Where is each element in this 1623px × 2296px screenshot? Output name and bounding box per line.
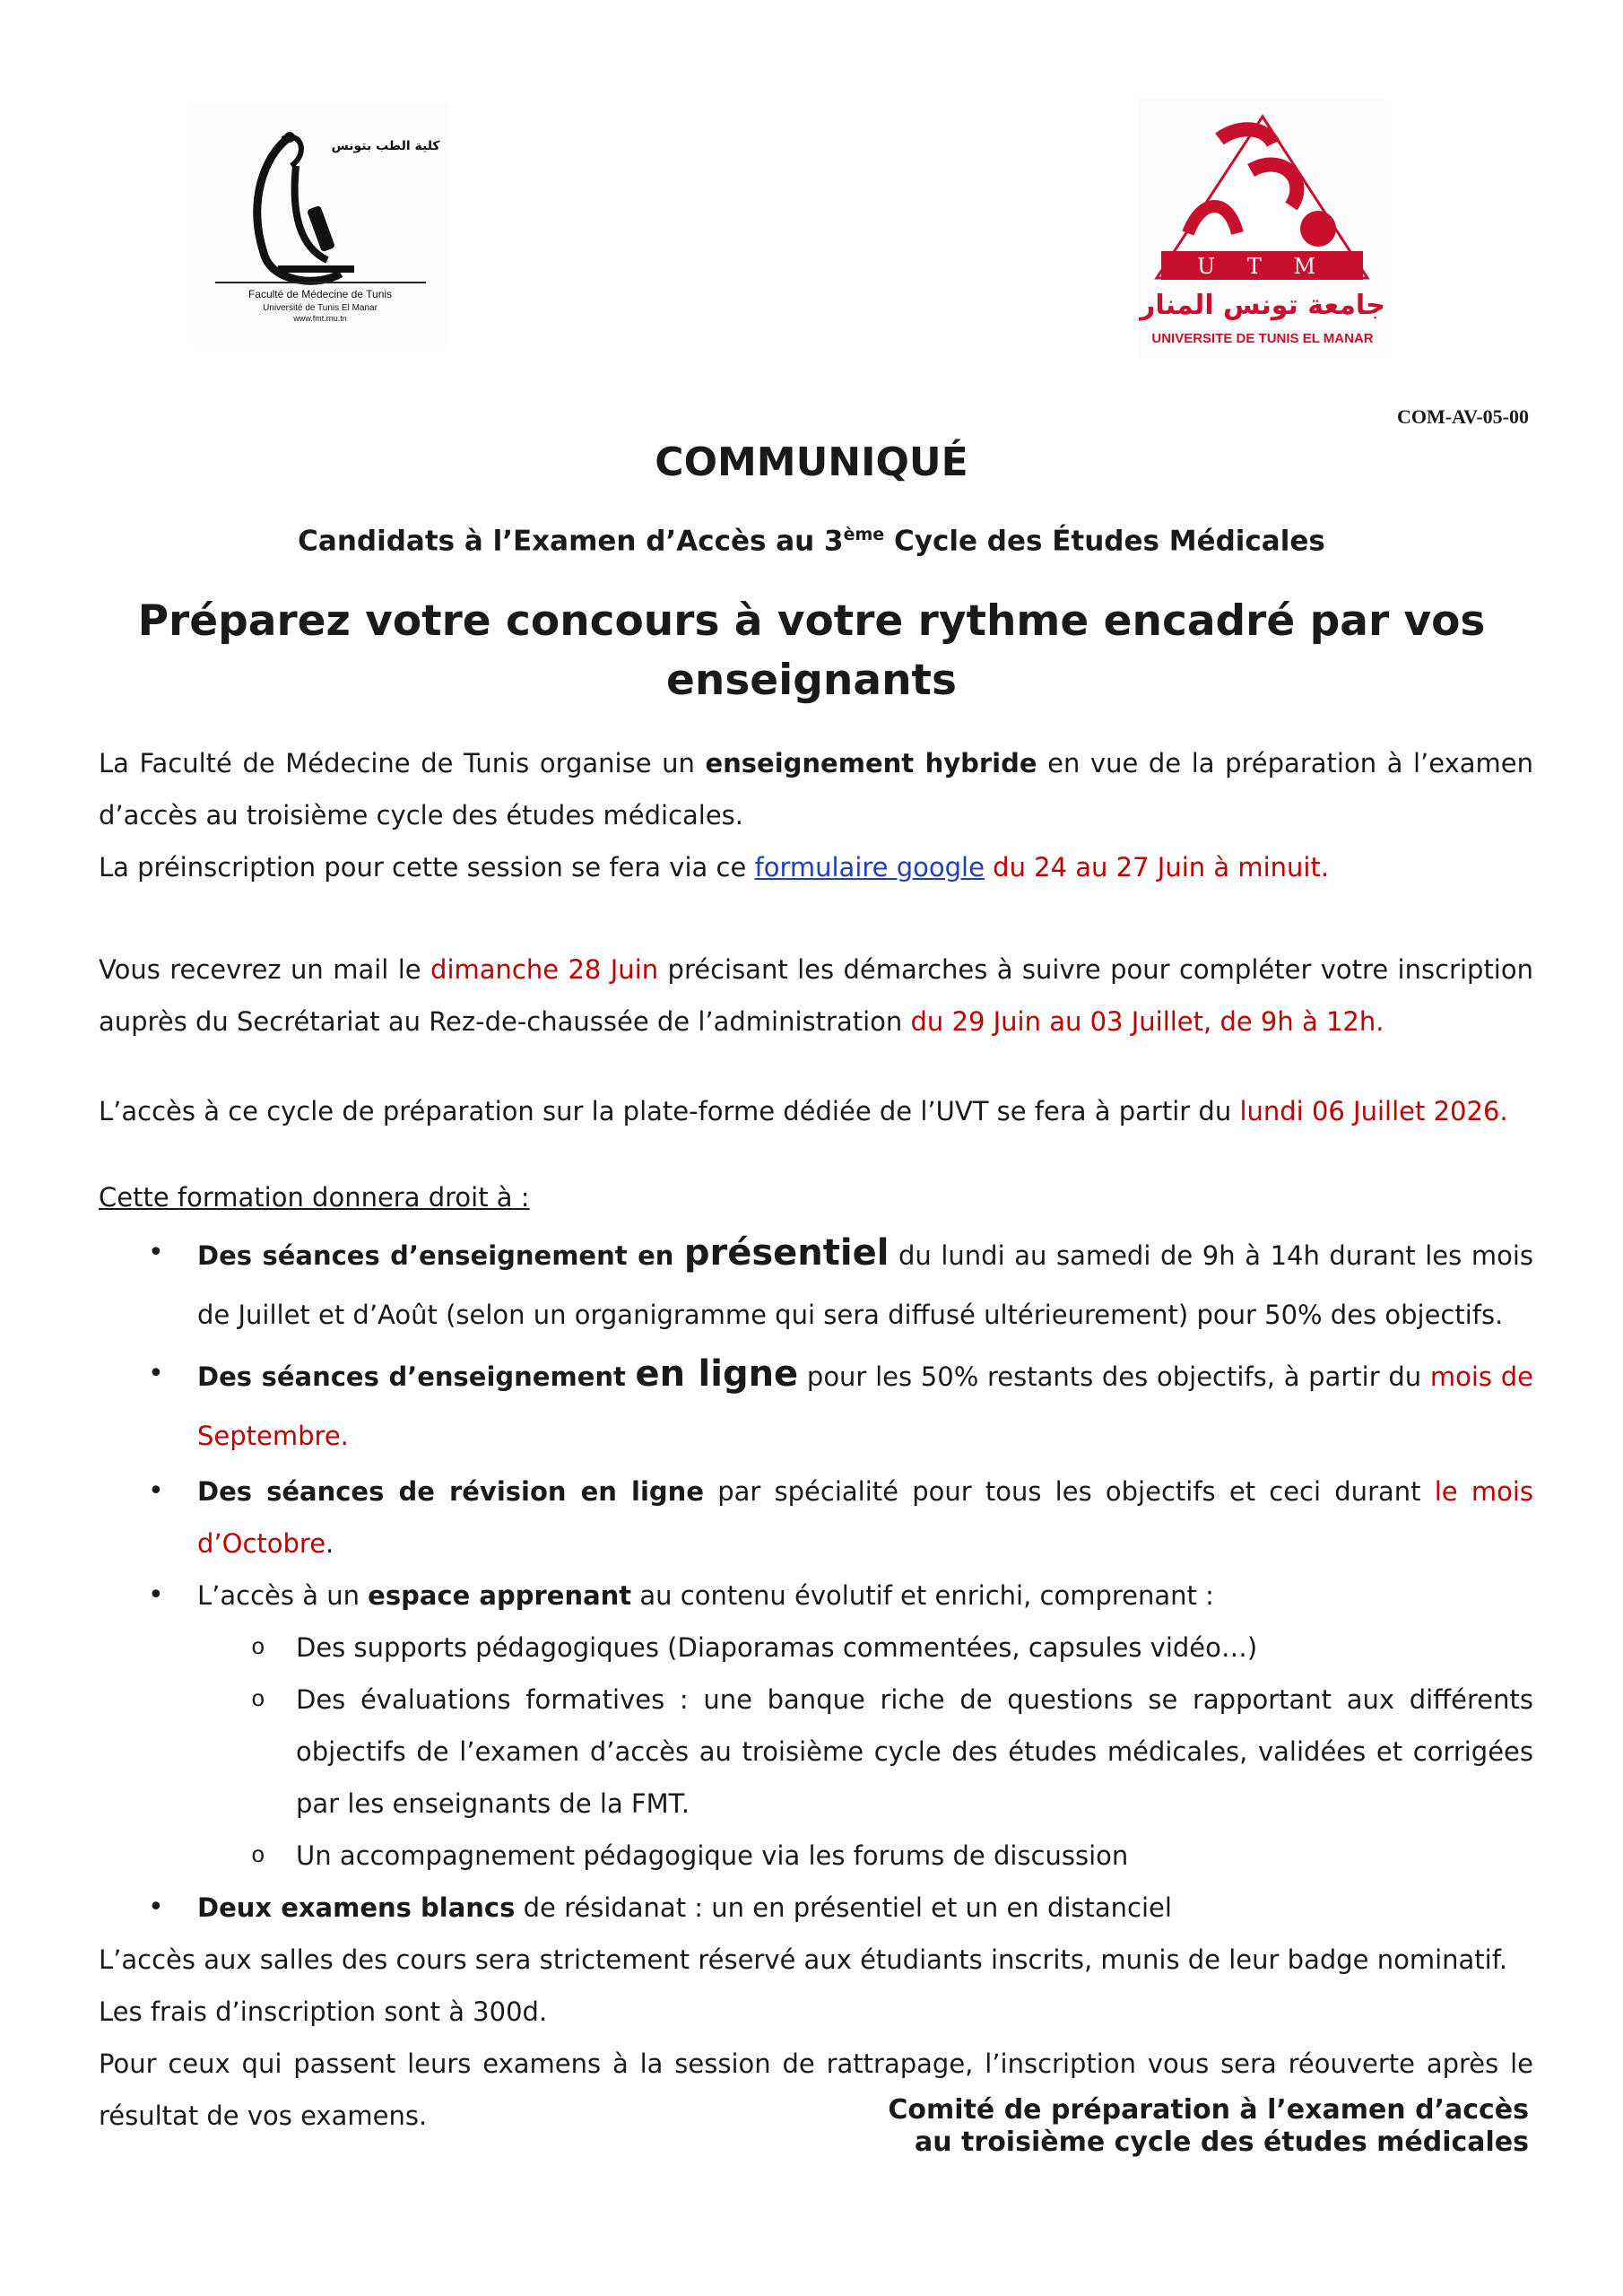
bullet-1-bold: Des séances d’enseignement en [197, 1240, 684, 1271]
mail-date: dimanche 28 Juin [430, 954, 659, 985]
signature-line: Comité de préparation à l’examen d’accès [888, 2094, 1529, 2126]
bullet-4-bold: espace apprenant [368, 1580, 632, 1611]
bullet-2-bold: Des séances d’enseignement [197, 1361, 636, 1392]
fmt-emblem-icon [193, 103, 448, 345]
secretariat-dates: du 29 Juin au 03 Juillet, de 9h à 12h. [910, 1006, 1384, 1037]
sub-list-item: o Des évaluations formatives : une banque riche de questions se rapportant aux différents objectifs de l’examen d’accès au troisième cycle des études médicales, validées et corrigées par les enseignants de la FMT. [197, 1674, 1533, 1830]
closing-paragraph: L’accès aux salles des cours sera strictement réservé aux étudiants inscrits, munis de leur badge nominatif. [99, 1944, 1508, 1975]
access-section [99, 1085, 1533, 1137]
paragraph-access [99, 1085, 1533, 1137]
closing-paragraph: Pour ceux qui passent leurs examens à la session de rattrapage, l’inscription vous sera réouverte après le résultat de vos examens. [99, 2048, 1533, 2131]
utm-logo [1139, 99, 1385, 359]
subtitle-part-1: Candidats à l’Examen d’Accès au 3 [298, 525, 844, 558]
bullet-3-date: le mois d’Octobre [197, 1476, 1534, 1559]
list-heading: Cette formation donnera droit à : [99, 1182, 530, 1213]
signature [888, 2094, 1529, 2159]
access-date: lundi 06 Juillet 2026. [1239, 1096, 1508, 1126]
utm-letters: U T M [1196, 254, 1329, 279]
page-title: COMMUNIQUÉ [655, 439, 968, 485]
bullet-5-text: de résidanat : un en présentiel et un en distanciel [515, 1892, 1172, 1923]
paragraph-intro [99, 737, 1533, 841]
access-text: L’accès à ce cycle de préparation sur la plate-forme dédiée de l’UVT se fera à partir du [99, 1096, 1240, 1126]
paragraph-mail [99, 944, 1533, 1048]
benefits-list [99, 1223, 1533, 1934]
page-subtitle [0, 525, 1623, 557]
google-form-link[interactable]: formulaire google [754, 852, 985, 883]
intro-section [99, 737, 1533, 893]
bullet-1-emphasis: présentiel [683, 1232, 890, 1274]
bullet-4-text: L’accès à un [197, 1580, 369, 1611]
mail-text-middle: précisant les démarches à suivre pour compléter votre inscription auprès du Secrétariat au Rez-de-chaussée de l’administration [99, 954, 1533, 1037]
fmt-caption-1: Faculté de Médecine de Tunis [247, 288, 393, 300]
signature-line: au troisième cycle des études médicales [915, 2126, 1529, 2158]
bullet-3-text: par spécialité pour tous les objectifs et ceci durant [704, 1476, 1435, 1507]
utm-arabic-text: جامعة تونس المنار [1140, 290, 1385, 321]
mail-text: Vous recevrez un mail le [99, 954, 431, 985]
intro-text: La Faculté de Médecine de Tunis organise un [99, 748, 706, 778]
bullet-5-bold: Deux examens blancs [197, 1892, 516, 1923]
list-item [99, 1344, 1533, 1465]
sub-list [197, 1622, 1533, 1882]
mail-section [99, 944, 1533, 1048]
bullet-2-emphasis: en ligne [635, 1353, 799, 1395]
list-item [99, 1465, 1533, 1570]
bullet-3-end: . [325, 1528, 334, 1559]
subtitle-part-2: Cycle des Études Médicales [884, 525, 1325, 558]
list-item [99, 1223, 1533, 1344]
formation-section [99, 1171, 1533, 2142]
list-item [99, 1882, 1533, 1934]
intro-bold: enseignement hybride [705, 748, 1037, 778]
utm-caption: UNIVERSITE DE TUNIS EL MANAR [1151, 331, 1374, 346]
preinscription-dates: du 24 au 27 Juin à minuit. [984, 852, 1330, 883]
bullet-2-text: pour les 50% restants des objectifs, à partir du [798, 1361, 1430, 1392]
document-reference: COM-AV-05-00 [1396, 405, 1529, 428]
bullet-1-text: du lundi au samedi de 9h à 14h durant les mois de Juillet et d’Août (selon un organigramme qui sera diffusé ultérieurement) pour 50% des objectifs. [197, 1240, 1533, 1330]
intro-text-end: en vue de la préparation à l’examen d’accès au troisième cycle des études médicales. [99, 748, 1534, 831]
preinscription-text: La préinscription pour cette session se fera via ce [99, 852, 755, 883]
bullet-3-bold: Des séances de révision en ligne [197, 1476, 704, 1507]
paragraph-preinscription [99, 841, 1533, 893]
bullet-4-text-end: au contenu évolutif et enrichi, comprenant : [631, 1580, 1214, 1611]
sub-list-item: o Un accompagnement pédagogique via les forums de discussion [197, 1830, 1533, 1882]
list-item [99, 1570, 1533, 1882]
headline: Préparez votre concours à votre rythme encadré par vos enseignants [137, 596, 1486, 705]
bullet-2-date: mois de Septembre. [197, 1361, 1533, 1451]
subtitle-superscript: ème [843, 525, 885, 544]
closing-paragraph: Les frais d’inscription sont à 300d. [99, 1996, 548, 2027]
fmt-logo [193, 103, 448, 345]
fmt-arabic-text: كلية الطب بتونس [331, 139, 440, 153]
fmt-caption-3: www.fmt.rnu.tn [293, 314, 347, 323]
fmt-caption-2: Université de Tunis El Manar [263, 303, 378, 313]
sub-list-item: o Des supports pédagogiques (Diaporamas commentées, capsules vidéo…) [197, 1622, 1533, 1674]
utm-emblem-icon [1139, 99, 1385, 359]
